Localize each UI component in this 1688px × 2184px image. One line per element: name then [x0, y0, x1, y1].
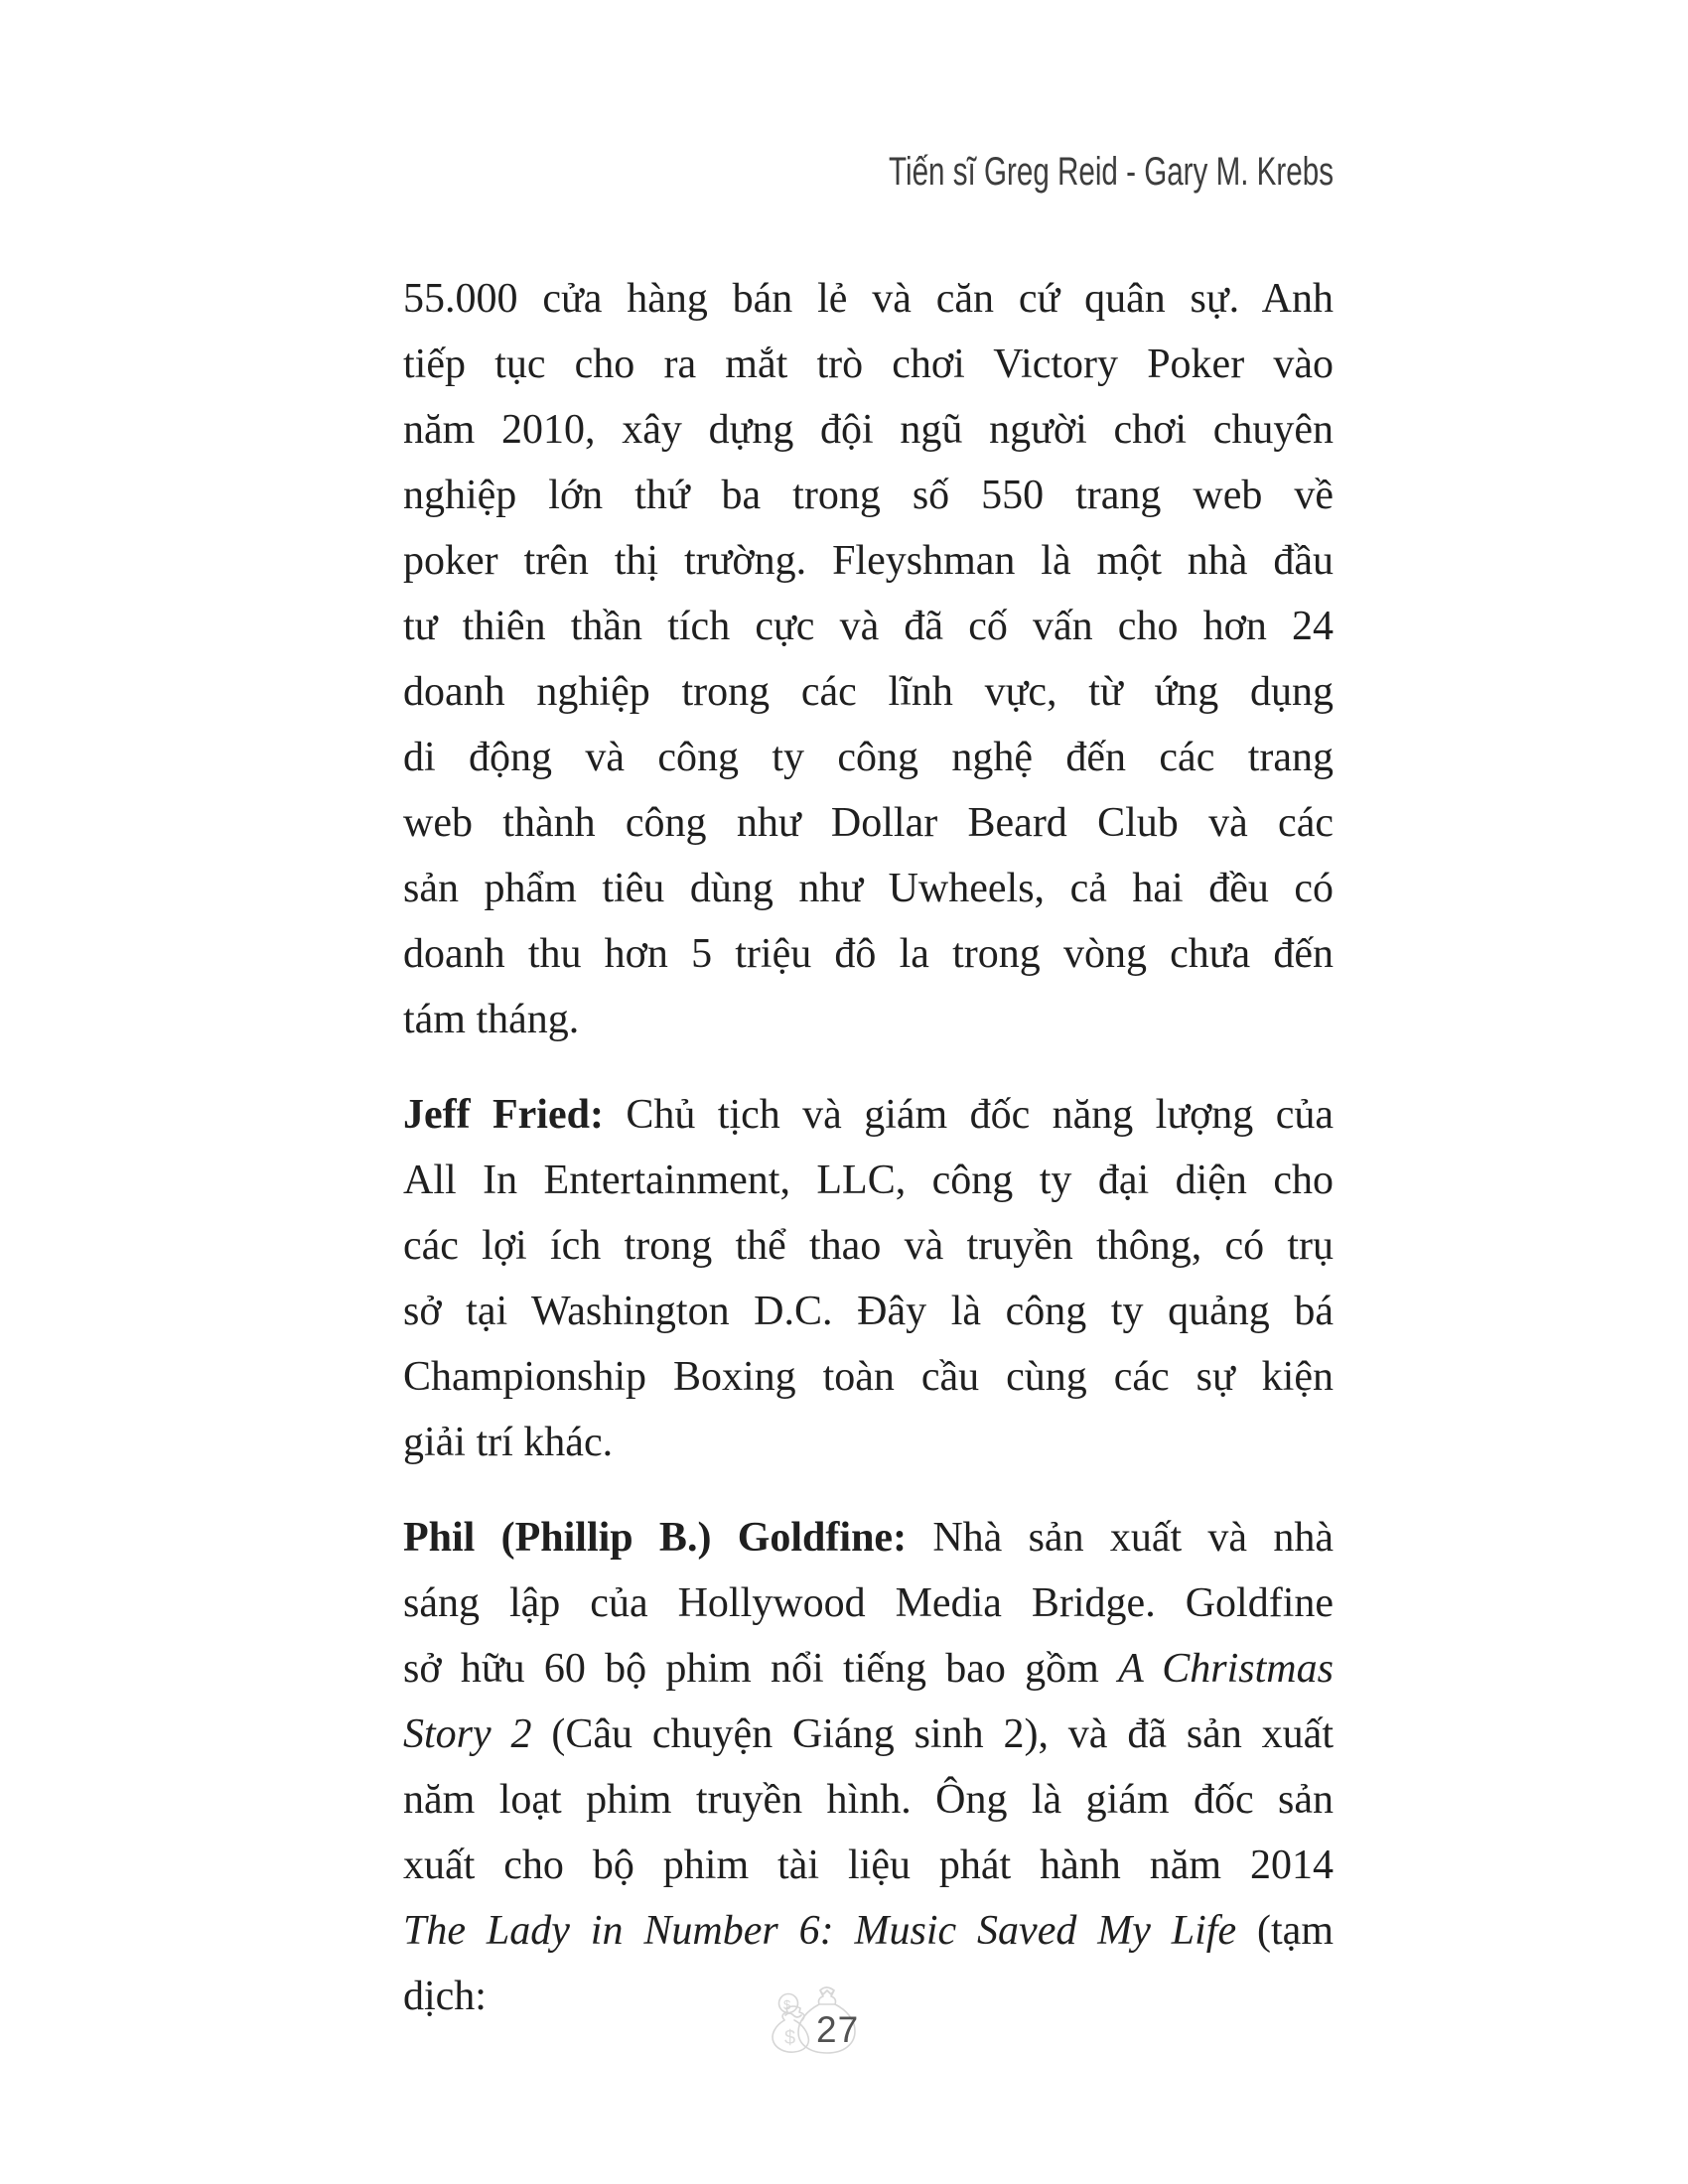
bold-text: Phil (Phillip B.) Goldfine: — [403, 1515, 908, 1561]
text-line — [403, 1570, 1334, 1636]
body-run: xuất cho bộ phim tài liệu phát hành năm 2014 — [403, 1843, 1334, 1888]
running-header: Tiến sĩ Greg Reid - Gary M. Krebs — [889, 150, 1334, 194]
body-run: Nhà sản xuất và nhà — [907, 1515, 1334, 1561]
text-line — [403, 594, 1334, 659]
body-text — [403, 266, 1334, 2059]
text-line — [403, 266, 1334, 332]
coin-dollar-glyph: $ — [783, 1997, 791, 2012]
text-line — [403, 1279, 1334, 1344]
paragraph — [403, 1082, 1334, 1475]
body-run: poker trên thị trường. Fleyshman là một nhà đầu — [403, 538, 1334, 584]
body-run: sản phẩm tiêu dùng như Uwheels, cả hai đều có — [403, 866, 1334, 911]
text-line — [403, 856, 1334, 921]
small-bag-scallop — [785, 2013, 801, 2017]
text-line — [403, 1636, 1334, 1702]
body-run: Championship Boxing toàn cầu cùng các sự kiện — [403, 1354, 1334, 1400]
body-run: tư thiên thần tích cực và đã cố vấn cho hơn 24 — [403, 604, 1334, 649]
body-run: (tạm dịch: — [403, 1908, 1334, 2019]
text-line — [403, 397, 1334, 463]
italic-text: Story 2 — [403, 1711, 532, 1757]
body-run: (Câu chuyện Giáng sinh 2), và đã sản xuất — [531, 1711, 1334, 1757]
body-run: năm loạt phim truyền hình. Ông là giám đốc sản — [403, 1777, 1334, 1823]
text-line — [403, 1767, 1334, 1833]
page-footer — [765, 1974, 874, 2063]
body-run: tám tháng. — [403, 997, 580, 1042]
body-run: All In Entertainment, LLC, công ty đại diện cho — [403, 1158, 1334, 1203]
text-line — [403, 987, 1334, 1052]
text-line — [403, 659, 1334, 725]
body-run: sở hữu 60 bộ phim nổi tiếng bao gồm — [403, 1646, 1119, 1692]
body-run: nghiệp lớn thứ ba trong số 550 trang web về — [403, 473, 1334, 518]
body-run: doanh nghiệp trong các lĩnh vực, từ ứng dụng — [403, 669, 1334, 715]
text-line — [403, 1410, 1334, 1475]
text-line — [403, 1702, 1334, 1767]
body-run: web thành công như Dollar Beard Club và các — [403, 800, 1334, 846]
big-bag-zigzag — [820, 1990, 834, 1994]
bold-text: Jeff Fried: — [403, 1092, 604, 1138]
text-line — [403, 1213, 1334, 1279]
body-run: sở tại Washington D.C. Đây là công ty quảng bá — [403, 1289, 1334, 1334]
page-number: 27 — [816, 2009, 860, 2050]
text-line — [403, 1148, 1334, 1213]
italic-text: A Christmas — [1118, 1646, 1334, 1692]
body-run: giải trí khác. — [403, 1420, 614, 1465]
body-run: năm 2010, xây dựng đội ngũ người chơi chuyên — [403, 407, 1334, 453]
body-run: di động và công ty công nghệ đến các trang — [403, 735, 1334, 780]
text-line — [403, 1082, 1334, 1148]
italic-text: The Lady in Number 6: Music Saved My Life — [403, 1908, 1237, 1954]
text-line — [403, 463, 1334, 528]
text-line — [403, 790, 1334, 856]
text-line — [403, 1505, 1334, 1570]
paragraph — [403, 1505, 1334, 2029]
paragraph — [403, 266, 1334, 1052]
body-run: sáng lập của Hollywood Media Bridge. Goldfine — [403, 1580, 1334, 1626]
body-run: các lợi ích trong thể thao và truyền thông, có trụ — [403, 1223, 1334, 1269]
text-line — [403, 725, 1334, 790]
text-line — [403, 1833, 1334, 1898]
text-line — [403, 332, 1334, 397]
text-line — [403, 1344, 1334, 1410]
body-run: doanh thu hơn 5 triệu đô la trong vòng chưa đến — [403, 931, 1334, 977]
body-run: 55.000 cửa hàng bán lẻ và căn cứ quân sự. Anh — [403, 276, 1334, 322]
text-line — [403, 528, 1334, 594]
text-line — [403, 921, 1334, 987]
body-run: Chủ tịch và giám đốc năng lượng của — [603, 1092, 1334, 1138]
bag-dollar-glyph: $ — [784, 2027, 796, 2049]
body-run: tiếp tục cho ra mắt trò chơi Victory Poker vào — [403, 341, 1334, 387]
